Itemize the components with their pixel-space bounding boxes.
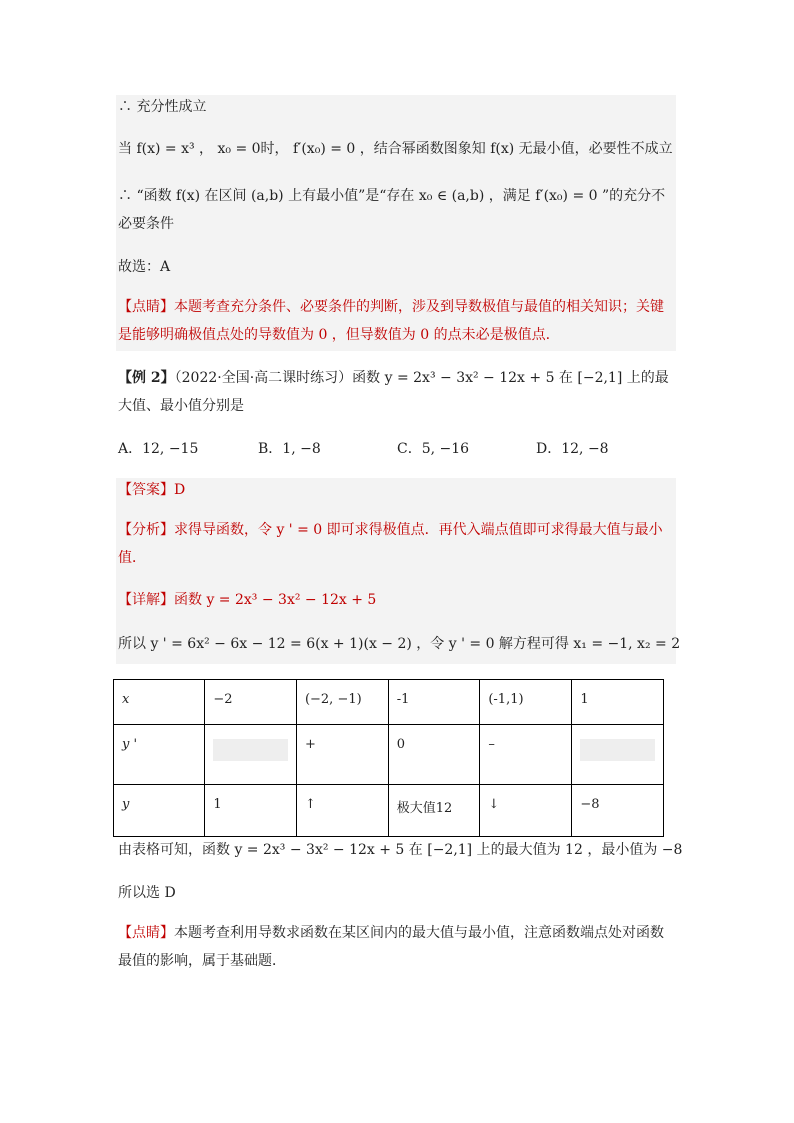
table-cell: 1 bbox=[572, 680, 664, 725]
detail-line bbox=[118, 590, 376, 610]
table-cell: (-1,1) bbox=[480, 680, 572, 725]
table-cell bbox=[572, 725, 664, 785]
answer-line bbox=[118, 480, 185, 500]
table-cell: x bbox=[114, 680, 205, 725]
table-row bbox=[114, 680, 664, 725]
table-cell: −2 bbox=[205, 680, 297, 725]
choice-a: A．12, −15 bbox=[118, 441, 199, 457]
dianjing-1 bbox=[118, 293, 674, 349]
table-cell: ↓ bbox=[480, 785, 572, 837]
table-cell: + bbox=[296, 725, 388, 785]
text-line-4: 故选：A bbox=[118, 259, 171, 275]
detail-text: 函数 y = 2x³ − 3x² − 12x + 5 bbox=[174, 592, 377, 608]
empty-cell-shade bbox=[580, 739, 655, 761]
table-cell bbox=[205, 725, 297, 785]
example-2 bbox=[118, 364, 674, 420]
table-cell: 1 bbox=[205, 785, 297, 837]
text-line-3: ∴ “函数 f(x) 在区间 (a,b) 上有最小值”是“存在 x₀ ∈ (a,b) ，满足 f′(x₀) = 0 ”的充分不必要条件 bbox=[118, 188, 666, 232]
choose-line: 所以选 D bbox=[118, 885, 176, 901]
table-row bbox=[114, 725, 664, 785]
table-cell: 0 bbox=[388, 725, 480, 785]
table-cell: −8 bbox=[572, 785, 664, 837]
variation-table bbox=[113, 679, 664, 837]
table-row bbox=[114, 785, 664, 837]
table-cell: 极大值12 bbox=[388, 785, 480, 837]
answer-tag: 【答案】 bbox=[118, 482, 174, 498]
analysis-text: 求得导函数，令 y ' = 0 即可求得极值点．再代入端点值即可求得最大值与最小值． bbox=[118, 522, 663, 566]
dianjing-1-text: 本题考查充分条件、必要条件的判断，涉及到导数极值与最值的相关知识；关键是能够明确极值点处的导数值为 0 ，但导数值为 0 的点未必是极值点. bbox=[118, 299, 664, 343]
conclusion-line: 由表格可知，函数 y = 2x³ − 3x² − 12x + 5 在 [−2,1] 上的最大值为 12 ，最小值为 −8 bbox=[118, 842, 683, 858]
empty-cell-shade bbox=[213, 739, 288, 761]
dianjing-2-tag: 【点睛】 bbox=[118, 925, 174, 941]
table-cell: ↑ bbox=[296, 785, 388, 837]
analysis bbox=[118, 516, 674, 572]
table-cell: – bbox=[480, 725, 572, 785]
derivative-line: 所以 y ' = 6x² − 6x − 12 = 6(x + 1)(x − 2) ，令 y ' = 0 解方程可得 x₁ = −1, x₂ = 2 bbox=[118, 636, 681, 652]
table-cell: -1 bbox=[388, 680, 480, 725]
answer-value: D bbox=[174, 482, 186, 498]
table-cell: y ' bbox=[114, 725, 205, 785]
example-2-text: （2022·全国·高二课时练习）函数 y = 2x³ − 3x² − 12x + 5 在 [−2,1] 上的最大值、最小值分别是 bbox=[118, 370, 669, 414]
dianjing-2 bbox=[118, 919, 674, 975]
table-cell: (−2, −1) bbox=[296, 680, 388, 725]
table-cell: y bbox=[114, 785, 205, 837]
dianjing-2-text: 本题考查利用导数求函数在某区间内的最大值与最小值，注意函数端点处对函数最值的影响，属于基础题． bbox=[118, 925, 664, 969]
dianjing-1-tag: 【点睛】 bbox=[118, 299, 174, 315]
text-line-2: 当 f(x) = x³ ， x₀ = 0时， f′(x₀) = 0 ，结合幂函数图象知 f(x) 无最小值，必要性不成立 bbox=[118, 141, 673, 157]
choice-c: C．5, −16 bbox=[397, 441, 470, 457]
analysis-tag: 【分析】 bbox=[118, 522, 174, 538]
example-2-tag: 【例 2】 bbox=[118, 370, 175, 386]
choice-b: B．1, −8 bbox=[258, 441, 321, 457]
text-line-1: ∴ 充分性成立 bbox=[118, 99, 207, 115]
choice-d: D．12, −8 bbox=[536, 441, 609, 457]
detail-tag: 【详解】 bbox=[118, 592, 174, 608]
